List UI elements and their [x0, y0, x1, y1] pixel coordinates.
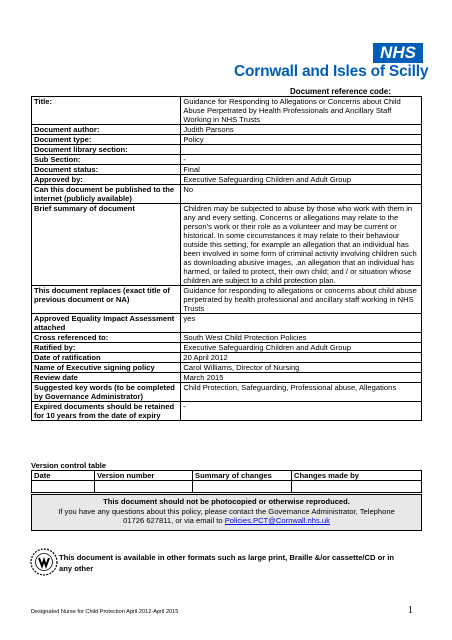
info-row: [32, 402, 422, 421]
col-header-date: Date: [32, 471, 95, 481]
info-label: Document library section:: [32, 145, 181, 155]
info-value: Judith Parsons: [181, 125, 422, 135]
notice-line2-prefix: 01726 627811, or via email to: [123, 516, 225, 525]
version-control-title: Version control table: [31, 461, 107, 470]
info-row: [32, 145, 422, 155]
info-value: -: [181, 155, 422, 165]
info-value: [181, 145, 422, 155]
info-label: Document author:: [32, 125, 181, 135]
empty-cell: [95, 481, 193, 493]
info-value: -: [181, 402, 422, 421]
info-label: Ratified by:: [32, 343, 181, 353]
document-info-table: [31, 96, 422, 421]
info-label: Name of Executive signing policy: [32, 363, 181, 373]
info-value: Children may be subjected to abuse by those who work with them in any and every setting. Concerns or allegations may relate to the person’s work or their role as a volunteer and may be current or historical. In some circumstances it may relate to their behaviour outside this setting, for example an allegation that an individual has been involved in some form of criminal activity involving children such as downloading abusive images, .an allegation that an individual has harmed, or failed to protect, their own child; and / or situation whose children are subject to a child protection plan.: [181, 204, 422, 286]
empty-cell: [32, 481, 95, 493]
alternative-formats-text: This document is available in other formats such as large print, Braille &/or cassette/CD or in any other: [59, 553, 395, 573]
info-value: Policy: [181, 135, 422, 145]
info-label: Document status:: [32, 165, 181, 175]
version-control-empty-row: [32, 481, 422, 493]
notice-heading: This document should not be photocopied or otherwise reproduced.: [103, 497, 350, 506]
info-row: [32, 185, 422, 204]
info-row: [32, 165, 422, 175]
info-row: [32, 333, 422, 343]
empty-cell: [193, 481, 292, 493]
reference-code-label: Document reference code:: [290, 87, 391, 96]
positive-about-disabled-people-icon: [29, 547, 59, 577]
email-link[interactable]: Policies.PCT@Cornwall.nhs.uk: [224, 516, 330, 525]
footer-text: Designated Nurse for Child Protection April 2012-April 2015: [31, 609, 179, 615]
col-header-version: Version number: [95, 471, 193, 481]
info-value: Carol Williams, Director of Nursing: [181, 363, 422, 373]
empty-cell: [292, 481, 422, 493]
info-label: Review date: [32, 373, 181, 383]
info-label: Approved Equality Impact Assessment attached: [32, 314, 181, 333]
col-header-summary: Summary of changes: [193, 471, 292, 481]
info-label: Date of ratification: [32, 353, 181, 363]
info-value: Executive Safeguarding Children and Adult Group: [181, 175, 422, 185]
info-row: [32, 286, 422, 314]
info-label: Suggested key words (to be completed by Governance Administrator): [32, 383, 181, 402]
info-row: [32, 353, 422, 363]
info-label: This document replaces (exact title of previous document or NA): [32, 286, 181, 314]
info-label: Title:: [32, 97, 181, 125]
info-value: Executive Safeguarding Children and Adult Group: [181, 343, 422, 353]
info-label: Brief summary of document: [32, 204, 181, 286]
info-label: Sub Section:: [32, 155, 181, 165]
info-row: [32, 343, 422, 353]
info-row: [32, 314, 422, 333]
info-row: [32, 363, 422, 373]
page-number: 1: [408, 605, 413, 616]
version-control-table: [31, 470, 422, 493]
info-label: Approved by:: [32, 175, 181, 185]
version-control-header-row: [32, 471, 422, 481]
info-value: Final: [181, 165, 422, 175]
reproduction-notice: [31, 494, 422, 531]
info-row: [32, 175, 422, 185]
info-value: 20 April 2012: [181, 353, 422, 363]
org-name: Cornwall and Isles of Scilly: [234, 63, 429, 80]
info-row: [32, 383, 422, 402]
info-label: Cross referenced to:: [32, 333, 181, 343]
info-row: [32, 135, 422, 145]
info-value: Guidance for Responding to Allegations or Concerns about Child Abuse Perpetrated by Health Professionals and Ancillary Staff Working in NHS Trusts: [181, 97, 422, 125]
info-row: [32, 204, 422, 286]
info-row: [32, 155, 422, 165]
info-value: Guidance for responding to allegations or concerns about child abuse perpetrated by health professional and ancillary staff working in NHS Trusts: [181, 286, 422, 314]
info-value: March 2015: [181, 373, 422, 383]
info-label: Document type:: [32, 135, 181, 145]
info-label: Can this document be published to the internet (publicly available): [32, 185, 181, 204]
info-value: South West Child Protection Policies: [181, 333, 422, 343]
info-row: [32, 125, 422, 135]
info-row: [32, 97, 422, 125]
info-row: [32, 373, 422, 383]
notice-line2: [32, 516, 421, 526]
info-value: yes: [181, 314, 422, 333]
info-label: Expired documents should be retained for 10 years from the date of expiry: [32, 402, 181, 421]
info-value: No: [181, 185, 422, 204]
col-header-changes-by: Changes made by: [292, 471, 422, 481]
nhs-logo: NHS: [373, 43, 423, 63]
info-value: Child Protection, Safeguarding, Professional abuse, Allegations: [181, 383, 422, 402]
notice-line1: If you have any questions about this policy, please contact the Governance Administrator, Telephone: [58, 506, 395, 516]
